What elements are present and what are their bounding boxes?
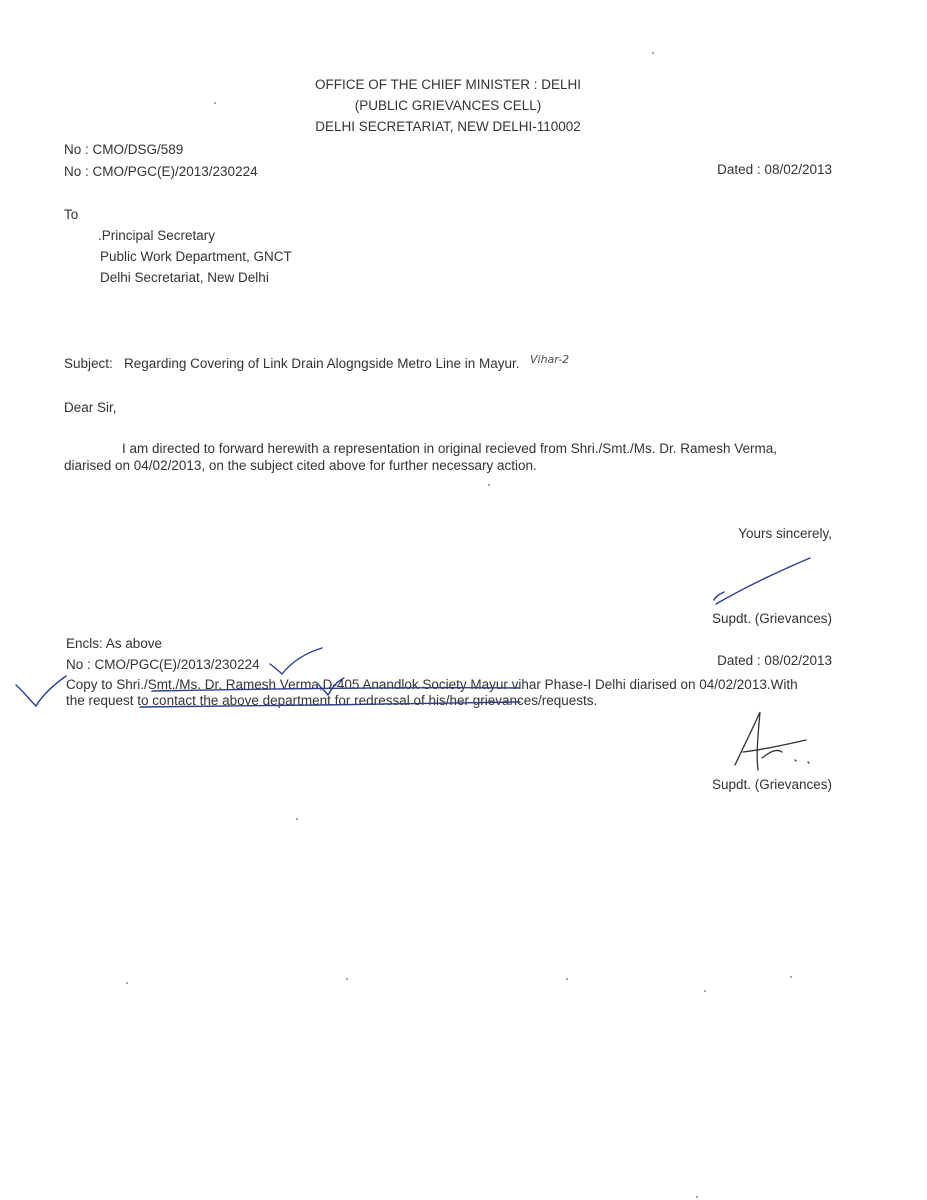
subject-handwritten-note: Vihar-2 (530, 353, 570, 366)
speck (214, 102, 216, 104)
addressee-address: Delhi Secretariat, New Delhi (100, 270, 269, 285)
speck (696, 1196, 698, 1198)
copy-underline-2 (140, 702, 520, 707)
speck (488, 484, 490, 486)
copy-date: Dated : 08/02/2013 (717, 653, 832, 668)
cell-name: (PUBLIC GRIEVANCES CELL) (354, 98, 542, 113)
reference-number-2: No : CMO/PGC(E)/2013/230224 (64, 164, 258, 179)
signature-stroke-1b (714, 592, 724, 600)
tick-mark-margin (16, 676, 66, 706)
office-title: OFFICE OF THE CHIEF MINISTER : DELHI (314, 77, 582, 92)
copy-line-1: Copy to Shri./Smt./Ms. Dr. Ramesh Verma,D-405 Anandlok Society Mayur vihar Phase-I Delhi diarised on 04/02/2013.With (66, 677, 798, 692)
subject-text: Regarding Covering of Link Drain Alogngside Metro Line in Mayur. (124, 356, 520, 371)
signature-stroke-2 (735, 712, 760, 770)
reference-number-1: No : CMO/DSG/589 (64, 142, 184, 157)
tick-mark-reference (270, 648, 322, 674)
addressee-title: .Principal Secretary (98, 228, 216, 243)
copy-signatory: Supdt. (Grievances) (711, 777, 832, 792)
tick-mark-name (318, 678, 344, 695)
body-line-2: diarised on 04/02/2013, on the subject cited above for further necessary action. (64, 458, 537, 473)
office-address: DELHI SECRETARIAT, NEW DELHI-110002 (315, 119, 581, 134)
copy-underline-1 (152, 688, 520, 691)
copy-line-2: the request to contact the above department for redressal of his/her grievances/requests. (66, 693, 598, 708)
signature-stroke-2c (762, 750, 782, 758)
body-line-1: I am directed to forward herewith a representation in original recieved from Shri./Smt./Ms. Dr. Ramesh Verma, (122, 441, 778, 456)
closing-signatory: Supdt. (Grievances) (711, 611, 832, 626)
salutation: Dear Sir, (64, 400, 117, 415)
letter-date: Dated : 08/02/2013 (717, 162, 832, 177)
speck (346, 978, 348, 980)
speck (704, 990, 706, 992)
speck (790, 976, 792, 978)
signature-dots (795, 760, 809, 763)
speck (566, 978, 568, 980)
speck (296, 818, 298, 820)
copy-reference-number: No : CMO/PGC(E)/2013/230224 (66, 657, 260, 672)
speck (652, 52, 654, 54)
closing-yours: Yours sincerely, (738, 526, 832, 541)
to-label: To (64, 207, 79, 222)
subject-label: Subject: (64, 356, 113, 371)
enclosure-note: Encls: As above (66, 636, 163, 651)
addressee-department: Public Work Department, GNCT (100, 249, 292, 264)
signature-stroke-1 (716, 558, 810, 604)
speck (126, 982, 128, 984)
